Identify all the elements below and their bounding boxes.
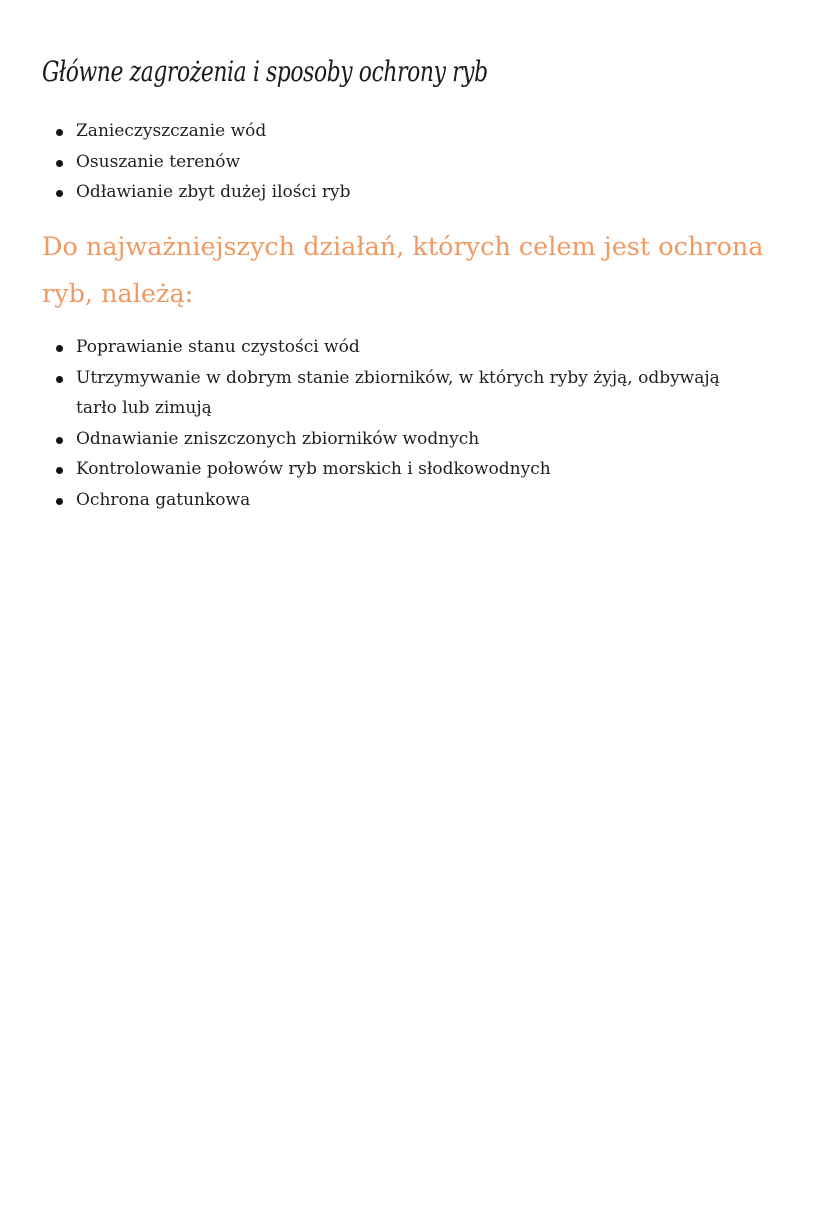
list-item (0, 363, 828, 424)
list-item-text: Odnawianie zniszczonych zbiorników wodnych (76, 428, 480, 449)
list-item (0, 177, 828, 208)
bullet-icon (56, 498, 63, 505)
list-item-text: Osuszanie terenów (76, 151, 241, 172)
list-item (0, 147, 828, 178)
list-item (0, 332, 828, 363)
bullet-icon (56, 437, 63, 444)
list-item-text: Kontrolowanie połowów ryb morskich i słodkowodnych (76, 459, 551, 479)
list-item-text: Ochrona gatunkowa (76, 489, 251, 510)
actions-heading: Do najważniejszych działań, których celem jest ochrona ryb, należą: (42, 232, 764, 309)
bullet-icon (56, 376, 63, 383)
list-item (0, 116, 828, 147)
threats-list (0, 116, 828, 208)
list-item-text: Poprawianie stanu czystości wód (76, 337, 360, 357)
list-item-text: Utrzymywanie w dobrym stanie zbiorników, w których ryby żyją, odbywają tarło lub zimują (76, 367, 720, 418)
list-item-text: Zanieczyszczanie wód (76, 121, 267, 141)
list-item (0, 454, 828, 485)
bullet-icon (56, 160, 63, 167)
bullet-icon (56, 190, 63, 197)
list-item (0, 485, 828, 516)
list-item-text: Odławianie zbyt dużej ilości ryb (76, 182, 351, 202)
bullet-icon (56, 467, 63, 474)
page-title: Główne zagrożenia i sposoby ochrony ryb (42, 55, 488, 88)
actions-list (0, 332, 828, 515)
list-item (0, 424, 828, 455)
bullet-icon (56, 345, 63, 352)
bullet-icon (56, 129, 63, 136)
